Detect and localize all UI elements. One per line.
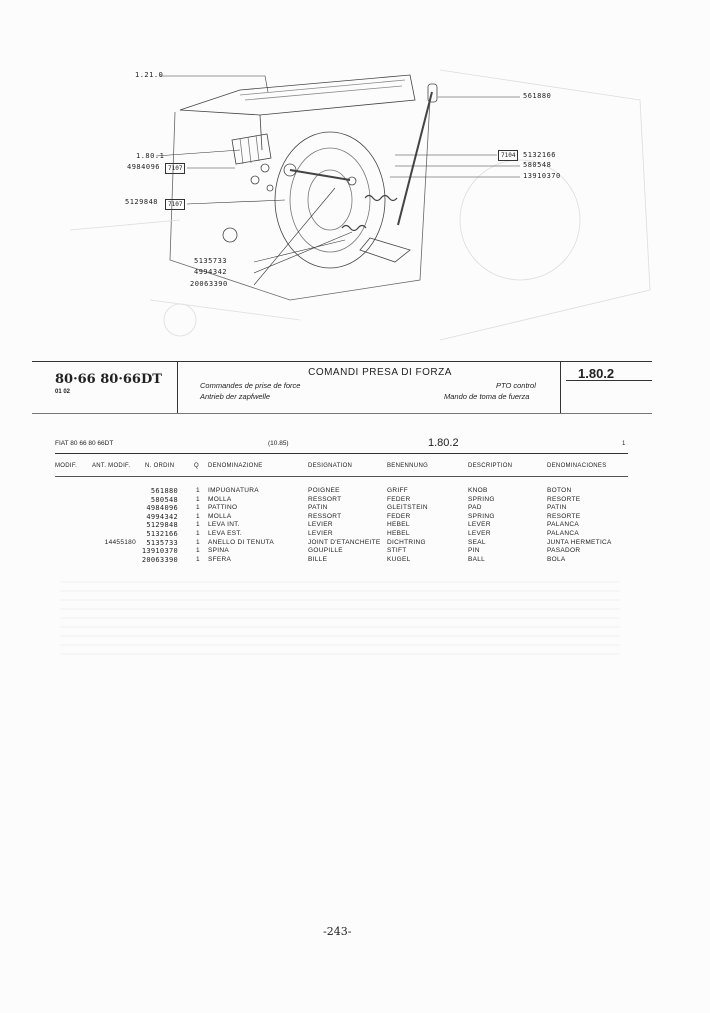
col-en-values [468, 487, 495, 564]
col-denominazione: DENOMINAZIONE [208, 463, 263, 469]
col-denominaciones: DENOMINACIONES [547, 463, 607, 469]
table-cell: FEDER [387, 495, 411, 503]
col-modif: MODIF. [55, 463, 78, 469]
table-cell [92, 513, 136, 522]
table-cell: RESSORT [308, 495, 342, 503]
col-it-values [208, 487, 274, 564]
title-en: PTO control [496, 381, 536, 390]
label-4994342: 4994342 [194, 268, 228, 276]
table-cell: 1 [196, 538, 200, 546]
header-divider-right [560, 361, 561, 413]
label-5129848: 5129848 [125, 198, 159, 206]
table-cell: LEVA EST. [208, 529, 243, 537]
header-divider-left [177, 361, 178, 413]
table-cell: POIGNEE [308, 487, 340, 494]
table-cell: 1 [196, 547, 200, 555]
table-cell: ANELLO DI TENUTA [208, 538, 274, 546]
title-es: Mando de toma de fuerza [444, 392, 530, 401]
col-designation: DESIGNATION [308, 463, 353, 469]
table-cell: 20063390 [141, 555, 178, 564]
ref-box-7104: 7104 [498, 150, 518, 161]
table-cell: LEVIER [308, 521, 333, 529]
header-bottom-rule [32, 413, 652, 414]
table-cell: FEDER [387, 512, 411, 520]
table-cell: SPINA [208, 547, 230, 555]
table-cell: PATIN [547, 504, 567, 512]
fiat-label: FIAT 80 66 80 66DT [55, 440, 114, 447]
col-ant-values [92, 487, 136, 564]
table-cell: 1 [196, 521, 200, 529]
model-name: 80·66 80·66DT [55, 372, 162, 387]
sheet-number: 1 [622, 441, 626, 447]
table-cell: GOUPILLE [308, 547, 343, 555]
col-q-values [196, 487, 200, 564]
table-cell [92, 530, 136, 539]
table-cell: BOLA [547, 555, 566, 563]
exploded-diagram [0, 0, 710, 355]
table-cell: IMPUGNATURA [208, 487, 259, 494]
table-cell: HEBEL [387, 529, 410, 537]
col-ant-modif: ANT. MODIF. [92, 463, 131, 469]
table-cell: LEVER [468, 521, 491, 529]
table-cell: RESORTE [547, 495, 581, 503]
col-q: Q [194, 463, 199, 469]
date-label: (10.85) [268, 440, 289, 447]
table-cell: SEAL [468, 538, 486, 546]
label-561880: 561880 [523, 92, 552, 100]
table-cell: SPRING [468, 495, 495, 503]
col-benennung: BENENNUNG [387, 463, 429, 469]
table-cell: 1 [196, 495, 200, 503]
table-cell [92, 496, 136, 505]
show-through-smudge [60, 575, 620, 655]
table-cell: 14455180 [104, 538, 136, 546]
label-5135733: 5135733 [194, 257, 228, 265]
ref-box-7107-a: 7107 [165, 163, 185, 174]
table-cell: 4994342 [146, 512, 178, 521]
table-cell: KNOB [468, 487, 488, 494]
table-cell: PALANCA [547, 521, 579, 529]
table-cell [92, 556, 136, 565]
table-cell: 5129848 [146, 521, 178, 530]
table-cell [92, 487, 136, 496]
table-cell [92, 547, 136, 556]
table-cell: BALL [468, 555, 486, 563]
label-580548: 580548 [523, 161, 552, 169]
page-number: -243- [323, 925, 352, 938]
table-cell: HEBEL [387, 521, 410, 529]
table-cell: BILLE [308, 555, 328, 563]
section-title: COMANDI PRESA DI FORZA [308, 367, 452, 378]
table-cell: 1 [196, 529, 200, 537]
table-cell: LEVER [468, 529, 491, 537]
col-fr-values [308, 487, 381, 564]
table-cell: 5135733 [146, 538, 178, 547]
table-cell: PALANCA [547, 529, 579, 537]
table-cell [92, 504, 136, 513]
table-cell: SFERA [208, 555, 232, 563]
table-cell: RESSORT [308, 512, 342, 520]
table-cell: KUGEL [387, 555, 411, 563]
pto-mechanism-drawing [0, 0, 710, 355]
table-cell: LEVIER [308, 529, 333, 537]
table-cell: PATTINO [208, 504, 238, 512]
page-code: 1.80.2 [578, 366, 615, 381]
table-cell: 13910370 [141, 547, 178, 556]
col-n-values [138, 487, 178, 564]
col-description: DESCRIPTION [468, 463, 513, 469]
table-cell: 561880 [150, 487, 178, 495]
table-code: 1.80.2 [428, 437, 459, 449]
table-cell [92, 521, 136, 530]
label-4984096: 4984096 [127, 163, 161, 171]
table-cell: PASADOR [547, 547, 581, 555]
title-de: Antrieb der zapfwelle [200, 392, 271, 401]
label-13910370: 13910370 [523, 172, 561, 180]
table-cell: JOINT D'ETANCHEITE [308, 538, 381, 546]
table-cell: DICHTRING [387, 538, 426, 546]
label-1-21-0: 1.21.0 [135, 71, 164, 79]
table-cell: GLEITSTEIN [387, 504, 428, 512]
rule-1 [55, 453, 628, 454]
table-cell: PIN [468, 547, 480, 555]
table-cell: 1 [196, 512, 200, 520]
header-top-rule [32, 361, 652, 362]
label-5132166: 5132166 [523, 151, 557, 159]
table-cell: PATIN [308, 504, 328, 512]
label-20063390: 20063390 [190, 280, 228, 288]
label-1-80-1: 1.80.1 [136, 152, 165, 160]
table-cell: 580548 [150, 495, 178, 504]
table-cell: 5132166 [146, 529, 178, 538]
ref-box-7107-b: 7107 [165, 199, 185, 210]
table-cell: JUNTA HERMETICA [547, 538, 612, 546]
table-cell: 4984096 [146, 504, 178, 513]
table-cell: BOTON [547, 487, 572, 494]
table-cell: GRIFF [387, 487, 408, 494]
table-cell: 1 [196, 504, 200, 512]
rule-2 [55, 476, 628, 477]
table-cell: MOLLA [208, 512, 232, 520]
table-cell: RESORTE [547, 512, 581, 520]
col-de-values [387, 487, 428, 564]
model-sub: 01 02 [55, 389, 71, 395]
col-n-ordin: N. ORDIN [145, 463, 175, 469]
title-fr: Commandes de prise de force [200, 381, 301, 390]
table-cell: SPRING [468, 512, 495, 520]
table-cell: 1 [196, 555, 200, 563]
table-cell: STIFT [387, 547, 407, 555]
table-cell: LEVA INT. [208, 521, 240, 529]
table-cell: PAD [468, 504, 482, 512]
table-cell: MOLLA [208, 495, 232, 503]
col-es-values [547, 487, 612, 564]
table-cell: 1 [196, 487, 200, 494]
